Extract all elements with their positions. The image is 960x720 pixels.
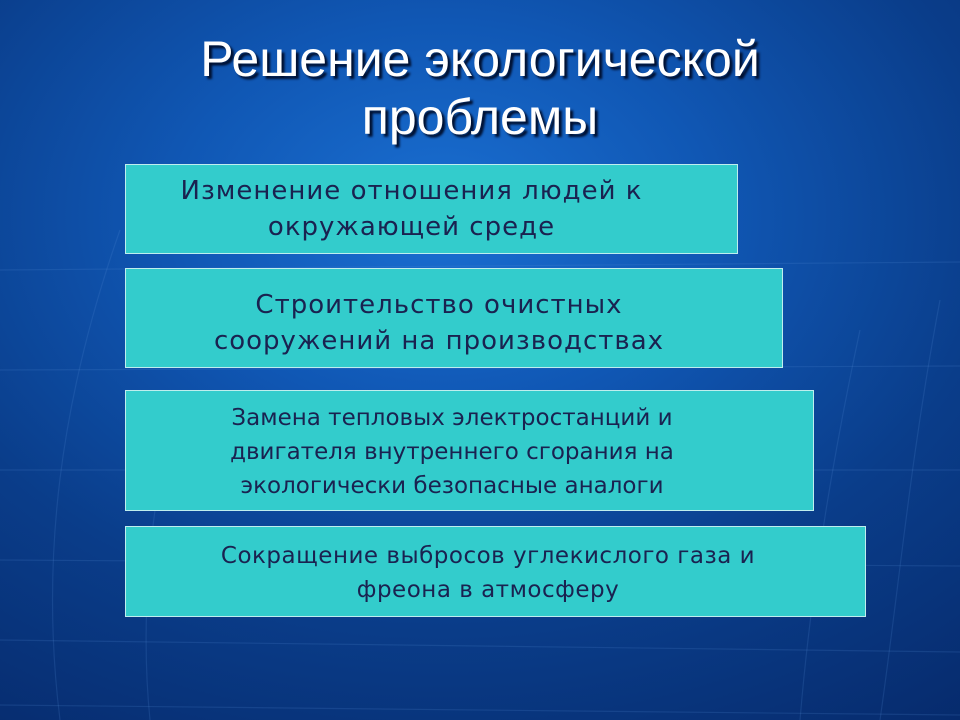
solution-box-replacement bbox=[125, 390, 814, 511]
title-line-2: проблемы bbox=[361, 89, 599, 145]
box-line: окружающей среде bbox=[267, 212, 556, 242]
box-line: двигателя внутреннего сгорания на bbox=[230, 439, 674, 465]
solution-box-treatment-facilities bbox=[125, 268, 783, 368]
box-line: экологически безопасные аналоги bbox=[240, 473, 664, 499]
box-line: фреона в атмосферу bbox=[356, 577, 620, 603]
solution-box-attitude-change bbox=[125, 164, 738, 254]
box-line: Строительство очистных bbox=[255, 290, 623, 320]
box-line: Замена тепловых электростанций и bbox=[231, 405, 673, 431]
title-line-1: Решение экологической bbox=[200, 31, 760, 87]
box-line: Изменение отношения людей к bbox=[180, 176, 643, 206]
slide-title bbox=[60, 30, 900, 146]
solution-box-emission-reduction bbox=[125, 526, 866, 617]
box-line: Сокращение выбросов углекислого газа и bbox=[220, 543, 756, 569]
box-line: сооружений на производствах bbox=[213, 326, 665, 356]
